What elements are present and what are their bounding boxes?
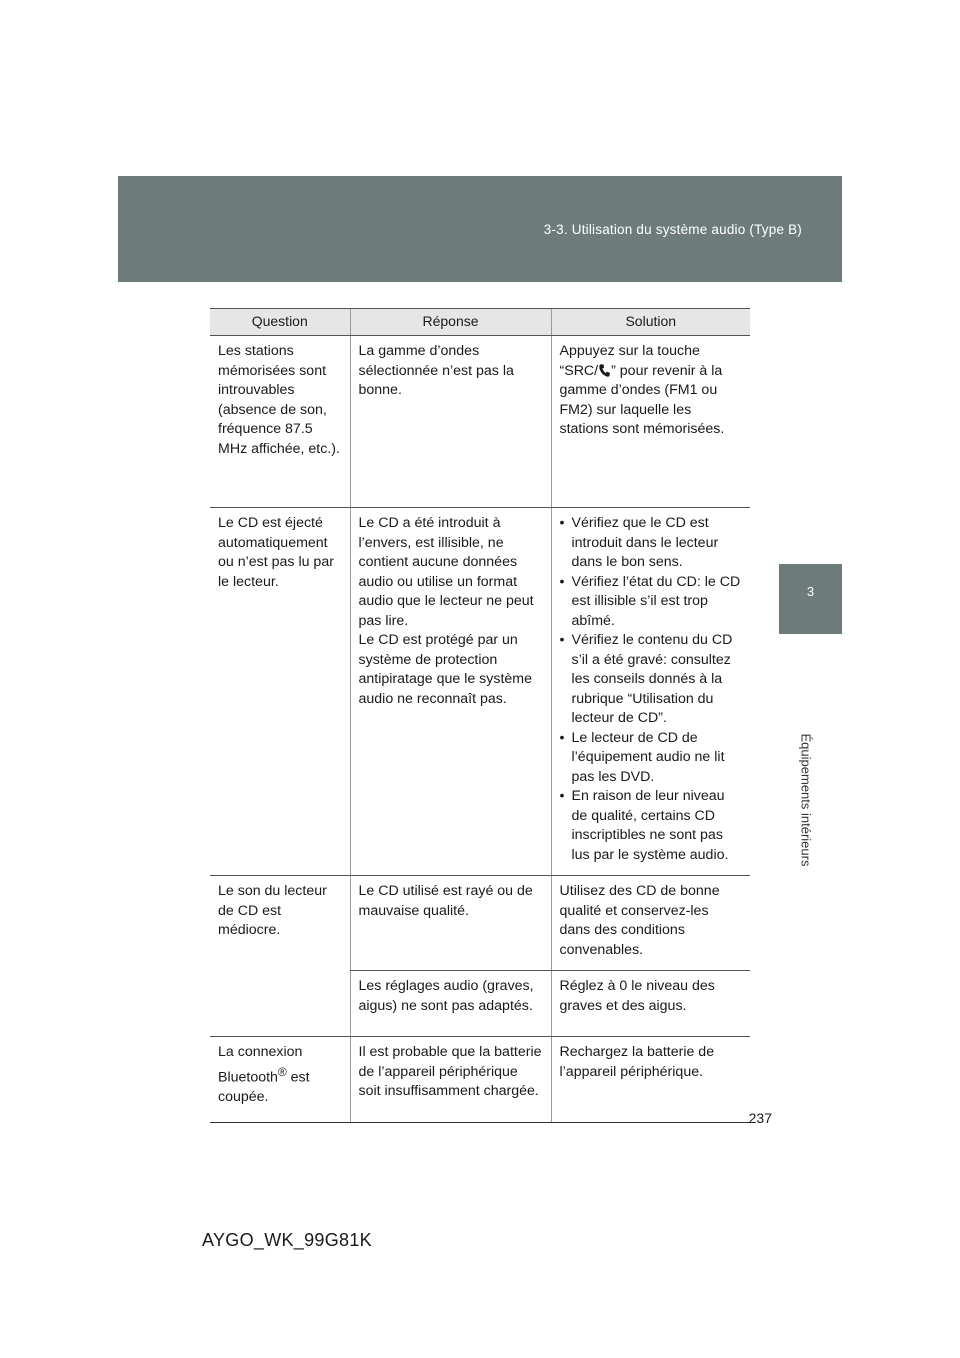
section-title: 3-3. Utilisation du système audio (Type B) (543, 222, 802, 237)
answer-line: Le CD est protégé par un système de protection antipiratage que le système audio ne reconnaît pas. (358, 632, 533, 707)
page-number: 237 (748, 1110, 772, 1126)
question-cell (210, 1037, 350, 1123)
table-row (210, 1037, 750, 1123)
solution-text-pre: Appuyez sur la touche “SRC/ (559, 343, 700, 379)
solution-bullet: • Le lecteur de CD de l’équipement audio ne lit pas les DVD. (560, 729, 743, 788)
answer-cell: Les réglages audio (graves, aigus) ne sont pas adaptés. (350, 971, 551, 1037)
troubleshooting-table (210, 308, 750, 1123)
answer-line: Le CD a été introduit à l’envers, est illisible, ne contient aucune données audio ou utilise un format audio que le lecteur ne peut pas lire. (358, 515, 534, 629)
answer-cell: Le CD utilisé est rayé ou de mauvaise qualité. (350, 876, 551, 971)
solution-bullet: • Vérifiez l’état du CD: le CD est illisible s’il est trop abîmé. (560, 573, 743, 632)
question-cell: Le son du lecteur de CD est médiocre. (210, 876, 350, 1037)
solution-cell: Utilisez des CD de bonne qualité et conservez-les dans des conditions convenables. (551, 876, 750, 971)
chapter-label (796, 710, 816, 890)
solution-cell: Réglez à 0 le niveau des graves et des aigus. (551, 971, 750, 1037)
solution-bullet: • En raison de leur niveau de qualité, certains CD inscriptibles ne sont pas lus par le système audio. (560, 787, 743, 865)
phone-icon (598, 364, 611, 377)
document-code: AYGO_WK_99G81K (202, 1230, 372, 1250)
question-cell: Le CD est éjecté automatiquement ou n’est pas lu par le lecteur. (210, 508, 350, 876)
answer-cell: La gamme d’ondes sélectionnée n’est pas la bonne. (350, 336, 551, 508)
table-row (210, 336, 750, 508)
solution-text-post: ” pour revenir à la gamme d’ondes (FM1 ou FM2) sur laquelle les stations sont mémorisées. (559, 362, 725, 437)
solution-bullet-list (560, 514, 743, 865)
column-header-solution: Solution (551, 309, 750, 336)
answer-cell (350, 508, 551, 876)
solution-cell (551, 508, 750, 876)
table-header-row (210, 309, 750, 336)
table-row (210, 508, 750, 876)
solution-bullet: • Vérifiez que le CD est introduit dans le lecteur dans le bon sens. (560, 514, 743, 573)
answer-cell: Il est probable que la batterie de l’appareil périphérique soit insuffisamment chargée. (350, 1037, 551, 1123)
registered-mark: ® (277, 1064, 287, 1079)
solution-cell (551, 336, 750, 508)
solution-cell: Rechargez la batterie de l’appareil périphérique. (551, 1037, 750, 1123)
question-text-pre: La connexion Bluetooth (218, 1044, 303, 1086)
table-row (210, 876, 750, 971)
question-text-post: est coupée. (218, 1069, 310, 1105)
chapter-tab (779, 564, 842, 634)
question-cell: Les stations mémorisées sont introuvables (absence de son, fréquence 87.5 MHz affichée, etc.). (210, 336, 350, 508)
chapter-number: 3 (806, 584, 815, 599)
column-header-answer: Réponse (350, 309, 551, 336)
chapter-label-text: Équipements intérieurs (798, 733, 814, 867)
column-header-question: Question (210, 309, 350, 336)
solution-bullet: • Vérifiez le contenu du CD s’il a été gravé: consultez les conseils donnés à la rubrique “Utilisation du lecteur de CD”. (560, 631, 743, 729)
